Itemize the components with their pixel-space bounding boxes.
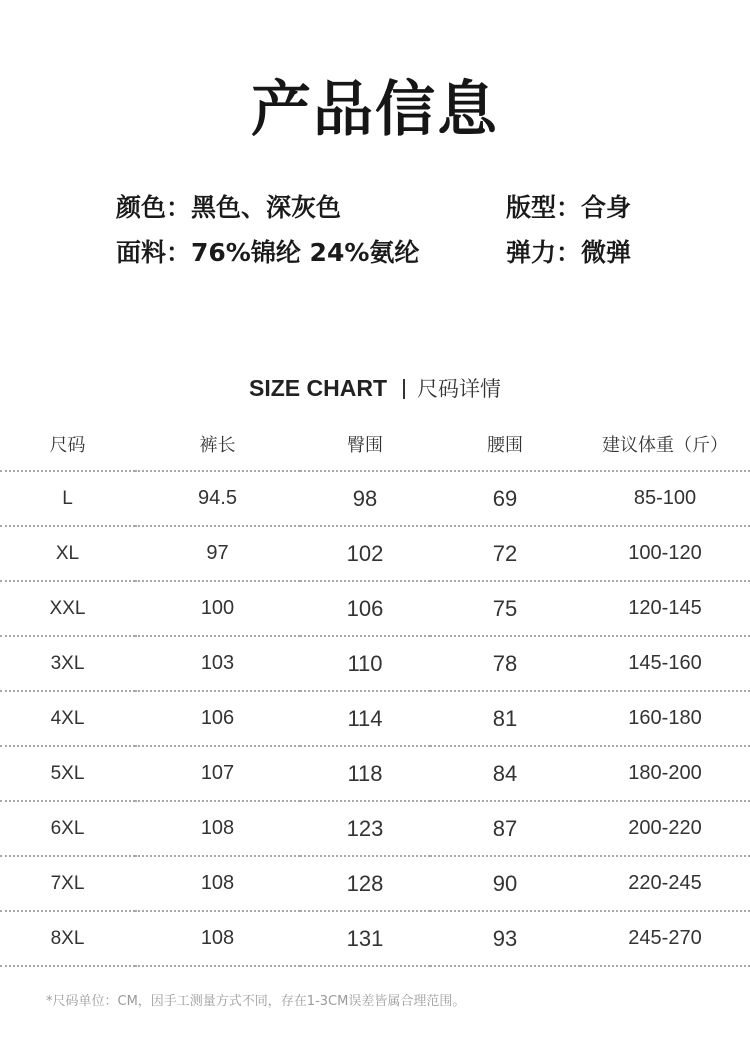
color-label: 颜色：	[116, 193, 192, 222]
fabric-value: 76%锦纶 24%氨纶	[191, 238, 420, 267]
cell-size: 7XL	[0, 856, 135, 911]
cell-waist: 72	[430, 526, 580, 581]
cell-length: 100	[135, 581, 300, 636]
cell-hip: 110	[300, 636, 430, 691]
stretch-label: 弹力：	[506, 238, 582, 267]
table-row	[0, 526, 750, 581]
cell-hip: 114	[300, 691, 430, 746]
page-title: 产品信息	[251, 75, 499, 145]
cell-length: 108	[135, 801, 300, 856]
cell-weight: 200-220	[580, 801, 750, 856]
cell-weight: 100-120	[580, 526, 750, 581]
cell-length: 108	[135, 856, 300, 911]
cell-weight: 160-180	[580, 691, 750, 746]
cell-weight: 245-270	[580, 911, 750, 966]
fabric-label: 面料：	[116, 238, 192, 267]
cell-hip: 102	[300, 526, 430, 581]
cell-size: 8XL	[0, 911, 135, 966]
cell-size: 4XL	[0, 691, 135, 746]
cell-size: 3XL	[0, 636, 135, 691]
table-row	[0, 691, 750, 746]
size-chart-heading	[0, 373, 750, 403]
heading-divider	[403, 379, 405, 399]
cell-hip: 98	[300, 471, 430, 526]
cell-size: 6XL	[0, 801, 135, 856]
color-value: 黑色、深灰色	[191, 193, 342, 222]
cell-weight: 220-245	[580, 856, 750, 911]
cell-hip: 128	[300, 856, 430, 911]
header-weight: 建议体重（斤）	[580, 418, 750, 471]
size-chart-heading-en: SIZE CHART	[249, 375, 387, 401]
size-chart-table	[0, 418, 750, 967]
cell-waist: 69	[430, 471, 580, 526]
table-row	[0, 746, 750, 801]
cell-weight: 120-145	[580, 581, 750, 636]
table-row	[0, 581, 750, 636]
cell-waist: 78	[430, 636, 580, 691]
cell-weight: 180-200	[580, 746, 750, 801]
cell-hip: 106	[300, 581, 430, 636]
header-length: 裤长	[135, 418, 300, 471]
table-row	[0, 471, 750, 526]
cell-waist: 84	[430, 746, 580, 801]
measurement-note: *尺码单位：CM，因手工测量方式不同，存在1-3CM误差皆属合理范围。	[46, 994, 466, 1009]
stretch-value: 微弹	[581, 238, 632, 267]
cell-length: 94.5	[135, 471, 300, 526]
size-chart-header-row	[0, 418, 750, 471]
table-row	[0, 636, 750, 691]
cell-length: 106	[135, 691, 300, 746]
cell-waist: 93	[430, 911, 580, 966]
cell-hip: 118	[300, 746, 430, 801]
header-size: 尺码	[0, 418, 135, 471]
cell-size: XL	[0, 526, 135, 581]
table-row	[0, 911, 750, 966]
cell-length: 108	[135, 911, 300, 966]
stretch-info	[506, 233, 631, 269]
color-info	[116, 188, 341, 224]
cell-length: 97	[135, 526, 300, 581]
fit-value: 合身	[581, 193, 632, 222]
cell-waist: 81	[430, 691, 580, 746]
fit-label: 版型：	[506, 193, 582, 222]
header-waist: 腰围	[430, 418, 580, 471]
cell-length: 107	[135, 746, 300, 801]
cell-waist: 90	[430, 856, 580, 911]
cell-size: XXL	[0, 581, 135, 636]
cell-weight: 85-100	[580, 471, 750, 526]
cell-waist: 87	[430, 801, 580, 856]
fabric-info	[116, 233, 419, 269]
cell-hip: 123	[300, 801, 430, 856]
cell-size: 5XL	[0, 746, 135, 801]
size-chart-heading-cn: 尺码详情	[417, 377, 501, 401]
cell-hip: 131	[300, 911, 430, 966]
table-row	[0, 801, 750, 856]
cell-size: L	[0, 471, 135, 526]
cell-waist: 75	[430, 581, 580, 636]
table-row	[0, 856, 750, 911]
fit-info	[506, 188, 631, 224]
cell-weight: 145-160	[580, 636, 750, 691]
cell-length: 103	[135, 636, 300, 691]
header-hip: 臀围	[300, 418, 430, 471]
